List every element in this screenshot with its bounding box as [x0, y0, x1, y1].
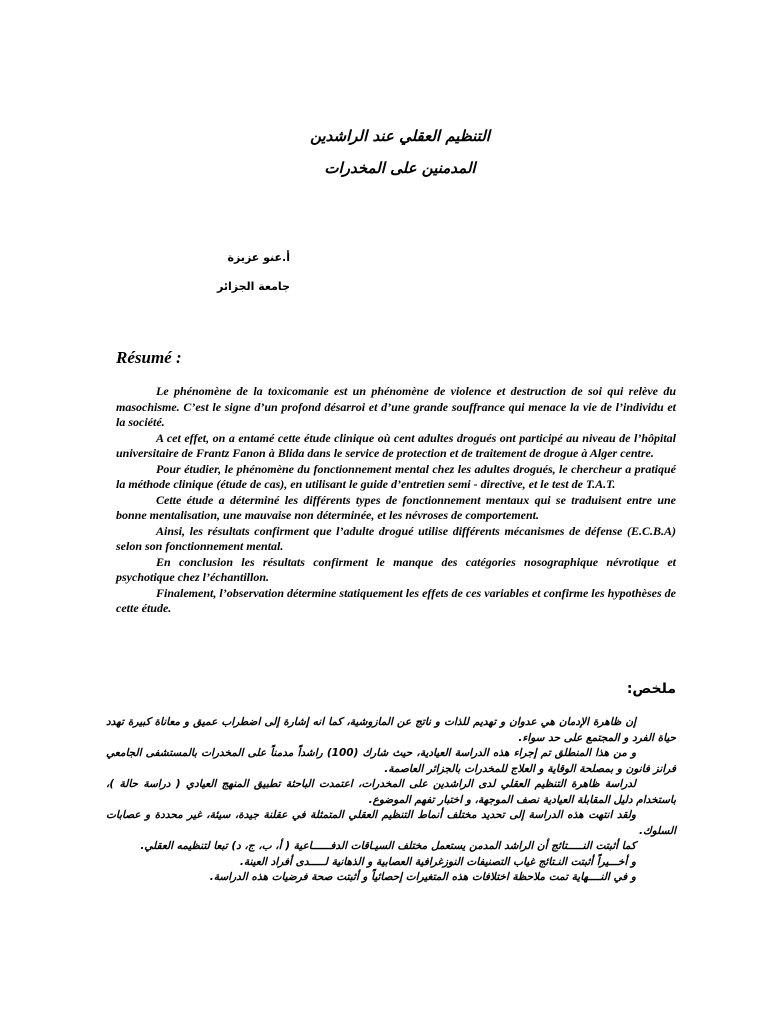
- author-affiliation: جامعة الجزائر: [217, 280, 290, 293]
- author-name: أ.عنو عزيزة: [227, 251, 290, 264]
- resume-paragraph: Ainsi, les résultats confirment que l’adulte drogué utilise différents mécanismes de défense (E.C.B.A) selon son fonctionnement mental.: [116, 523, 676, 553]
- author-block: [200, 243, 290, 301]
- resume-paragraph: Pour étudier, le phénomène du fonctionnement mental chez les adultes drogués, le chercheur a pratiqué la méthode clinique (étude de cas), en utilisant le guide d’entretien semi - directive, et le test de T.A.T.: [116, 461, 676, 491]
- arabic-abstract-heading: ملخص:: [626, 681, 676, 697]
- resume-paragraph: Cette étude a déterminé les différents types de fonctionnement mentaux qui se traduisent entre une bonne mentalisation, une mauvaise non déterminée, et les névroses de comportement.: [116, 492, 676, 522]
- resume-paragraph: Finalement, l’observation détermine statiquement les effets de ces variables et confirme les hypothèses de cette étude.: [116, 585, 676, 615]
- resume-paragraph: Le phénomène de la toxicomanie est un phénomène de violence et destruction de soi qui relève du masochisme. C’est le signe d’un profond désarroi et d’une grande souffrance qui menace la vie de l’individu et la société.: [116, 384, 676, 429]
- arabic-abstract-paragraph: إن ظاهرة الإدمان هي عدوان و تهديم للذات و ناتج عن المازوشية، كما انه إشارة إلى اضطراب عميق و معاناة كبيرة تهدد حياة الفرد و المجتمع على حد سواء.: [106, 716, 676, 744]
- arabic-abstract-paragraph: ولقد انتهت هذه الدراسة إلى تحديد مختلف أنماط التنظيم العقلي المتمثلة في عقلنة جيدة، سيئة، غير محددة و عصابات السلوك.: [106, 809, 676, 837]
- resume-paragraph: En conclusion les résultats confirment le manque des catégories nosographique névrotique et psychotique chez l’échantillon.: [116, 554, 676, 584]
- arabic-abstract-paragraph: و أخـــيراً أثبتت النـتائج غياب التصنيفات النوزغرافية العصابية و الذهانية لـــــدى أفراد العينة.: [239, 855, 636, 868]
- arabic-abstract-paragraph: كما أثبتت النـــــتائج أن الراشد المدمن يستعمل مختلف السيـاقات الدفــــــاعية ( أ، ب، ج، د) تبعا لتنظيمه العقلي.: [140, 840, 636, 852]
- article-title: [250, 120, 550, 184]
- resume-heading: Résumé :: [116, 348, 182, 367]
- arabic-abstract-body: [106, 715, 676, 886]
- title-line-1: التنظيم العقلي عند الراشدين: [310, 127, 490, 145]
- arabic-abstract-paragraph: و في النــــهاية تمت ملاحظة اختلافات هذه المتغيرات إحصائياً و أثبتت صحة فرضيات هذه الدراسة.: [209, 871, 636, 883]
- title-line-2: المدمنين على المخدرات: [324, 159, 476, 177]
- arabic-abstract-paragraph: و من هذا المنطلق تم إجراء هذه الدراسة العيادية، حيث شارك (100) راشداً مدمناً على المخدرات بالمستشفى الجامعي فرانز فانون و بمصلحة الوقاية و العلاج للمخدرات بالجزائر العاصمة.: [106, 747, 676, 775]
- arabic-abstract-paragraph: لدراسة ظاهرة التنظيم العقلي لدى الراشدين على المخدرات، اعتمدت الباحثة تطبيق المنهج العيادي ( دراسة حالة )، باستخدام دليل المقابلة العيادية نصف الموجهة، و اختبار تفهم الموضوع.: [106, 778, 676, 806]
- resume-paragraph: A cet effet, on a entamé cette étude clinique où cent adultes drogués ont participé au niveau de l’hôpital universitaire de Frantz Fanon à Blida dans le service de protection et de traitement de drogue à Alger centre.: [116, 430, 676, 460]
- resume-body: [116, 384, 676, 617]
